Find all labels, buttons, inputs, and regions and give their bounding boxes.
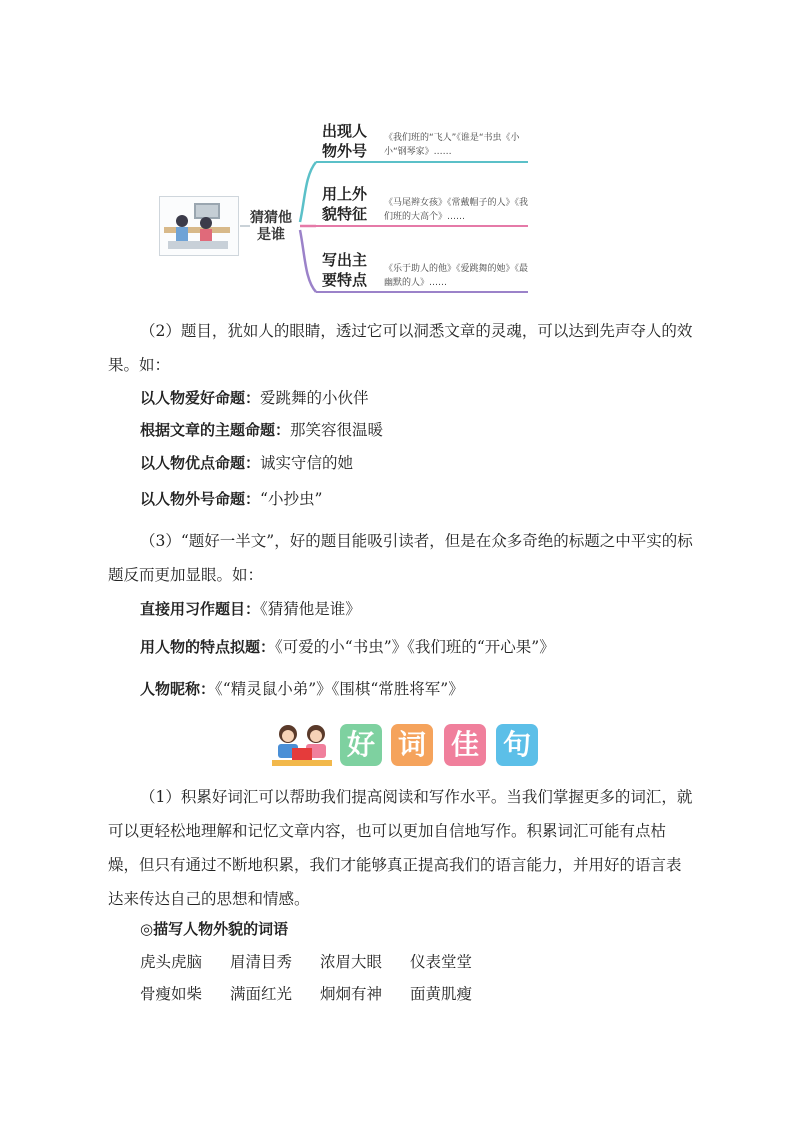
item-value: 那笑容很温暖 (290, 421, 384, 439)
section4-heading (140, 918, 700, 940)
section4-paragraph (108, 780, 694, 916)
section2-paragraph (108, 314, 694, 382)
section3-paragraph (108, 524, 694, 592)
banner-char: 词 (397, 728, 426, 761)
item-value: 《猜猜他是谁》 (260, 600, 361, 618)
students-at-desk-icon (160, 197, 238, 255)
mind-map (0, 0, 794, 305)
item-label: 以人物爱好命题： (140, 389, 261, 407)
section2-item-2 (140, 419, 700, 441)
heading-text: ◎描写人物外貌的词语 (140, 920, 289, 938)
section3-item-2 (140, 636, 700, 658)
item-label: 以人物外号命题： (140, 490, 261, 508)
section3-item-3 (140, 678, 700, 700)
item-value: “小抄虫” (260, 490, 323, 508)
word-row-2 (140, 983, 500, 1005)
item-label: 以人物优点命题： (140, 454, 261, 472)
item-value: 《“精灵鼠小弟”》《围棋“常胜将军”》 (215, 680, 464, 698)
section4-paragraph-text: （1）积累好词汇可以帮助我们提高阅读和写作水平。当我们掌握更多的词汇，就可以更轻松地理解和记忆文章内容，也可以更加自信地写作。积累词汇可能有点枯燥，但只有通过不断地积累，我们才能够真正提高我们的语言能力，并用好的语言表达来传达自己的思想和情感。 (108, 788, 693, 908)
item-label: 人物昵称： (140, 680, 216, 698)
section3-item-1 (140, 598, 700, 620)
word-item: 满面红光 (230, 985, 293, 1003)
banner-char: 佳 (450, 728, 479, 761)
section-banner (270, 722, 542, 768)
item-label: 用人物的特点拟题： (140, 638, 276, 656)
branch-title-1: 出现人物外号 (322, 122, 368, 160)
banner-tile-1 (340, 724, 382, 766)
item-label: 根据文章的主题命题： (140, 421, 291, 439)
word-row-1 (140, 951, 500, 973)
banner-char: 句 (502, 728, 531, 761)
branch-title-3: 写出主要特点 (322, 251, 368, 289)
banner-tile-4 (496, 724, 538, 766)
branch-text-2: 《马尾辫女孩》《常戴帽子的人》《我们班的大高个》…… (384, 198, 529, 222)
banner-char: 好 (346, 728, 375, 761)
item-value: 《可爱的小“书虫”》《我们班的“开心果”》 (275, 638, 555, 656)
item-label: 直接用习作题目： (140, 600, 261, 618)
section2-paragraph-text: （2）题目，犹如人的眼睛，透过它可以洞悉文章的灵魂，可以达到先声夺人的效果。如： (108, 322, 693, 374)
word-item: 眉清目秀 (230, 953, 293, 971)
section3-paragraph-text: （3）“题好一半文”，好的题目能吸引读者，但是在众多奇绝的标题之中平实的标题反而更加显眼。如： (108, 532, 693, 584)
reading-kids-icon (270, 722, 336, 768)
word-item: 仪表堂堂 (410, 953, 473, 971)
item-value: 诚实守信的她 (260, 454, 354, 472)
section2-item-1 (140, 387, 700, 409)
section2-item-3 (140, 452, 700, 474)
branch-title-2: 用上外貌特征 (322, 185, 368, 223)
branch-text-1: 《我们班的“飞人”《谁是“书虫《小小“钢琴家》…… (384, 133, 520, 157)
classroom-illustration (159, 196, 239, 256)
item-value: 爱跳舞的小伙伴 (260, 389, 369, 407)
word-item: 炯炯有神 (320, 985, 383, 1003)
banner-tile-3 (444, 724, 486, 766)
word-item: 面黄肌瘦 (410, 985, 473, 1003)
banner-tile-2 (391, 724, 433, 766)
section2-item-4 (140, 488, 700, 510)
word-item: 骨瘦如柴 (140, 985, 203, 1003)
word-item: 虎头虎脑 (140, 953, 203, 971)
word-item: 浓眉大眼 (320, 953, 383, 971)
branch-text-3: 《乐于助人的他》《爱跳舞的她》《最幽默的人》…… (384, 264, 529, 288)
mind-map-center: 猜猜他是谁 (250, 210, 292, 243)
